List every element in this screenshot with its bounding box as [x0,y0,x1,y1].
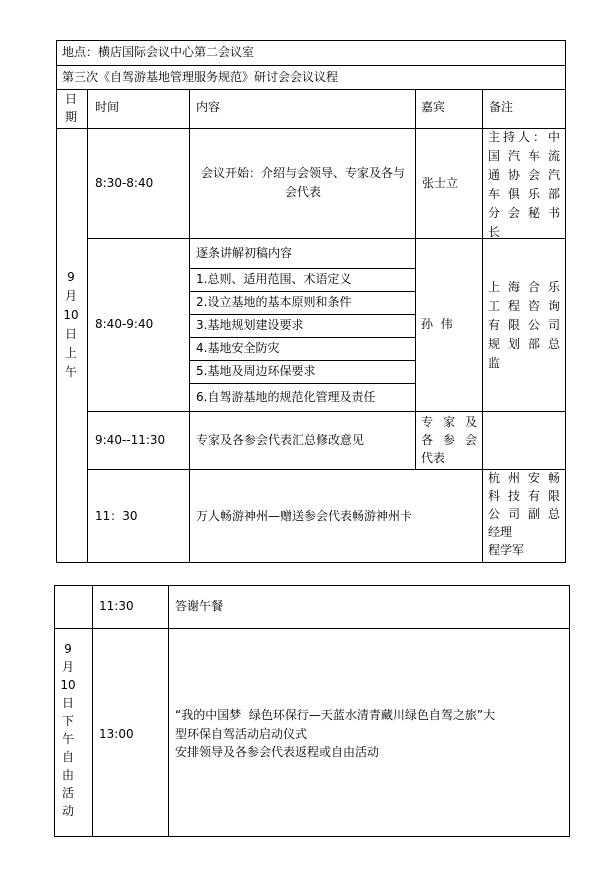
row1-time: 8:30-8:40 [95,176,154,190]
header-date: 日期 [64,92,77,124]
row2-item: 4.基地安全防灾 [196,341,280,355]
t2-row2-time: 13:00 [99,727,134,741]
t2-row1-time: 11:30 [99,599,134,613]
row4-content: 万人畅游神州—赠送参会代表畅游神州卡 [196,509,413,523]
row4-note: 杭州安畅 科技有限 公司副总 经理 程学军 [488,471,560,557]
row2-note: 上海合乐 工程咨询 有限公司 规划部总 监 [488,280,560,370]
row1-content: 会议开始：介绍与会领导、专家及各与会代表 [200,166,405,199]
row4-time: 11：30 [95,509,138,523]
row3-time: 9:40--11:30 [95,433,166,447]
row3-content: 专家及各参会代表汇总修改意见 [196,433,365,447]
header-guest: 嘉宾 [421,100,446,114]
row3-guest: 专家及 各参会 代表 [421,415,477,465]
date-block-morning: 9月10日上午 [63,270,79,379]
row1-guest: 张士立 [422,176,459,190]
row2-item: 2.设立基地的基本原则和条件 [196,295,352,309]
t2-row2-content: “我的中国梦 绿色环保行—天蓝水清青藏川绿色自驾之旅”大 型环保自驾活动启动仪式 安排领导及各参会代表返程或自由活动 [175,708,496,759]
date-block-afternoon: 9月10日下午自由活动 [60,642,76,818]
location-text: 地点：横店国际会议中心第二会议室 [62,45,255,59]
t2-row1-content: 答谢午餐 [175,599,224,613]
row2-guest: 孙 伟 [421,317,453,331]
header-time: 时间 [95,100,120,114]
agenda-title: 第三次《自驾游基地管理服务规范》研讨会会议议程 [62,70,339,84]
header-content: 内容 [196,100,221,114]
row2-item: 6.自驾游基地的规范化管理及责任 [196,390,376,404]
row2-item: 1.总则、适用范围、术语定义 [196,272,352,286]
row2-content-title: 逐条讲解初稿内容 [196,246,293,260]
row2-item: 3.基地规划建设要求 [196,318,304,332]
header-note: 备注 [489,100,514,114]
row2-item: 5.基地及周边环保要求 [196,364,316,378]
row2-time: 8:40-9:40 [95,317,154,331]
row1-note: 主持人：中 国汽车流 通协会汽 车俱乐部 分会秘书 长 [488,130,560,239]
